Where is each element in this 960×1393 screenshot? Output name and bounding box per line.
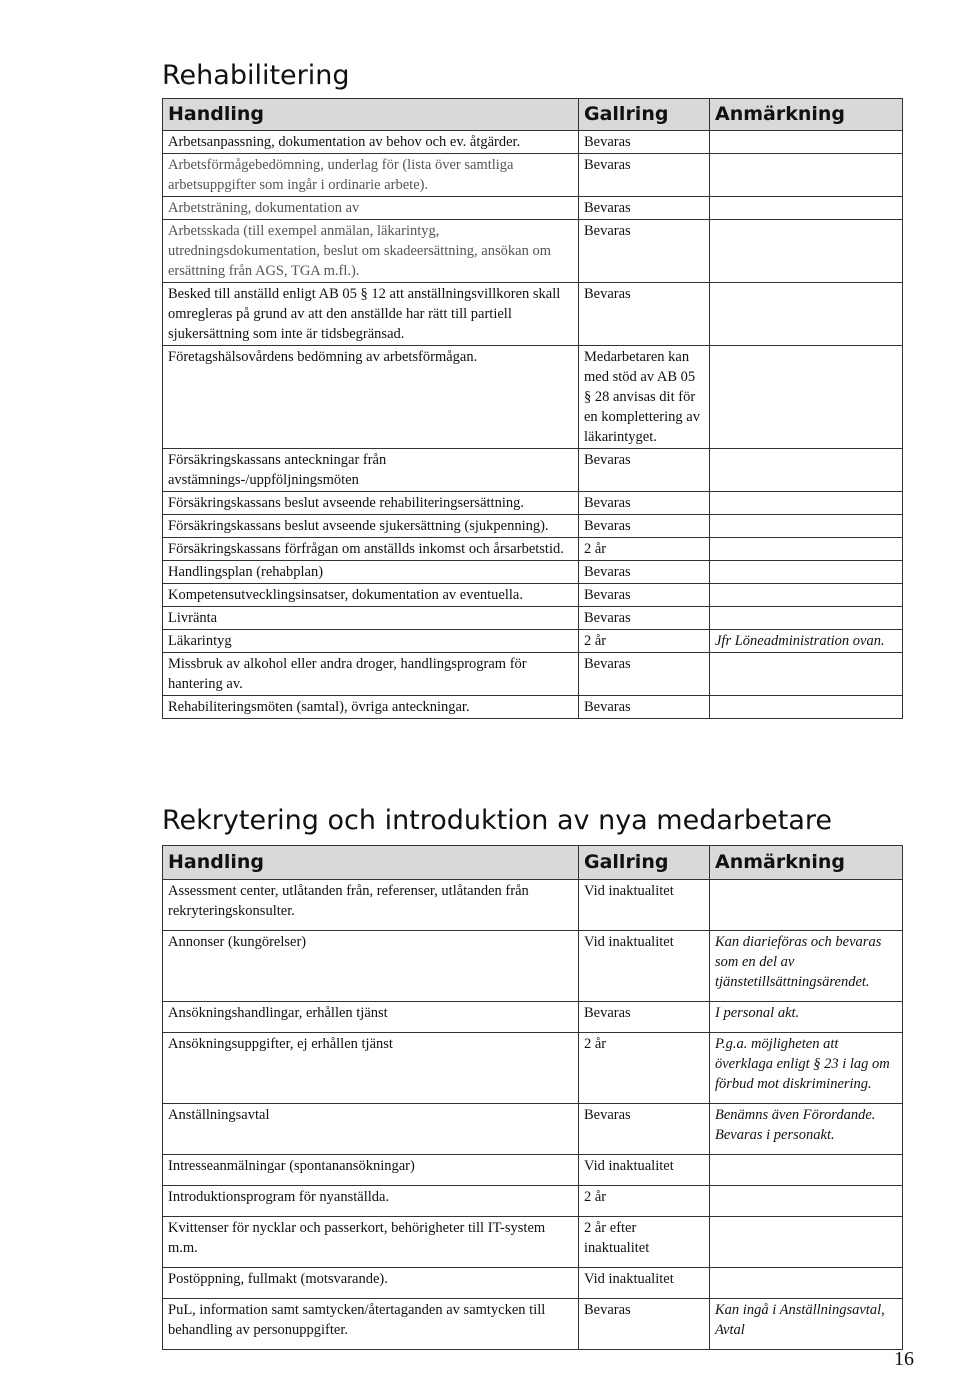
table-row	[163, 449, 903, 492]
header-handling: Handling	[163, 846, 579, 880]
gallring-cell: Bevaras	[579, 197, 710, 220]
handling-cell: Ansökningsuppgifter, ej erhållen tjänst	[163, 1033, 579, 1104]
gallring-cell: Bevaras	[579, 561, 710, 584]
table-row	[163, 561, 903, 584]
header-anmarkning: Anmärkning	[710, 846, 903, 880]
gallring-cell: Bevaras	[579, 696, 710, 719]
anmarkning-cell: Kan ingå i Anställningsavtal, Avtal	[710, 1299, 903, 1350]
anmarkning-cell	[710, 1268, 903, 1299]
header-handling: Handling	[163, 99, 579, 131]
table-row	[163, 346, 903, 449]
table-row	[163, 515, 903, 538]
gallring-cell: Bevaras	[579, 1299, 710, 1350]
handling-cell: Rehabiliteringsmöten (samtal), övriga anteckningar.	[163, 696, 579, 719]
handling-cell: Försäkringskassans beslut avseende sjukersättning (sjukpenning).	[163, 515, 579, 538]
anmarkning-cell	[710, 584, 903, 607]
handling-cell: Handlingsplan (rehabplan)	[163, 561, 579, 584]
anmarkning-cell	[710, 538, 903, 561]
table-row	[163, 696, 903, 719]
anmarkning-cell	[710, 1155, 903, 1186]
table-row	[163, 1155, 903, 1186]
rehabilitering-table	[162, 98, 903, 719]
gallring-cell: Bevaras	[579, 492, 710, 515]
gallring-cell: Bevaras	[579, 220, 710, 283]
handling-cell: Missbruk av alkohol eller andra droger, handlingsprogram för hantering av.	[163, 653, 579, 696]
handling-cell: Anställningsavtal	[163, 1104, 579, 1155]
table-row	[163, 880, 903, 931]
handling-cell: Introduktionsprogram för nyanställda.	[163, 1186, 579, 1217]
page-number: 16	[894, 1348, 914, 1370]
table-row	[163, 154, 903, 197]
handling-cell: Kompetensutvecklingsinsatser, dokumentation av eventuella.	[163, 584, 579, 607]
handling-cell: Kvittenser för nycklar och passerkort, behörigheter till IT-system m.m.	[163, 1217, 579, 1268]
table-row	[163, 1299, 903, 1350]
table-row	[163, 538, 903, 561]
anmarkning-cell	[710, 131, 903, 154]
gallring-cell: Bevaras	[579, 653, 710, 696]
gallring-cell: Bevaras	[579, 131, 710, 154]
handling-cell: Arbetsförmågebedömning, underlag för (lista över samtliga arbetsuppgifter som ingår i ordinarie arbete).	[163, 154, 579, 197]
anmarkning-cell	[710, 154, 903, 197]
table-row	[163, 653, 903, 696]
anmarkning-cell	[710, 515, 903, 538]
table-row	[163, 931, 903, 1002]
table-row	[163, 131, 903, 154]
gallring-cell: Bevaras	[579, 283, 710, 346]
table-row	[163, 1104, 903, 1155]
header-anmarkning: Anmärkning	[710, 99, 903, 131]
anmarkning-cell	[710, 449, 903, 492]
anmarkning-cell	[710, 283, 903, 346]
table-row	[163, 1186, 903, 1217]
gallring-cell: Bevaras	[579, 515, 710, 538]
handling-cell: Försäkringskassans anteckningar från avstämnings-/uppföljningsmöten	[163, 449, 579, 492]
gallring-cell: Bevaras	[579, 584, 710, 607]
header-gallring: Gallring	[579, 846, 710, 880]
anmarkning-cell: Kan diarieföras och bevaras som en del av tjänstetillsättningsärendet.	[710, 931, 903, 1002]
anmarkning-cell: Benämns även Förordande. Bevaras i personakt.	[710, 1104, 903, 1155]
anmarkning-cell	[710, 220, 903, 283]
gallring-cell: 2 år	[579, 538, 710, 561]
gallring-cell: Bevaras	[579, 154, 710, 197]
gallring-cell: Vid inaktualitet	[579, 1268, 710, 1299]
gallring-cell: Bevaras	[579, 1104, 710, 1155]
rekrytering-table	[162, 845, 903, 1350]
table-row	[163, 492, 903, 515]
table-row	[163, 607, 903, 630]
gallring-cell: Bevaras	[579, 607, 710, 630]
anmarkning-cell: Jfr Löneadministration ovan.	[710, 630, 903, 653]
table-row	[163, 283, 903, 346]
anmarkning-cell	[710, 346, 903, 449]
table-row	[163, 630, 903, 653]
handling-cell: Annonser (kungörelser)	[163, 931, 579, 1002]
table-row	[163, 220, 903, 283]
anmarkning-cell	[710, 696, 903, 719]
gallring-cell: Bevaras	[579, 1002, 710, 1033]
table-row	[163, 197, 903, 220]
handling-cell: Försäkringskassans förfrågan om anställds inkomst och årsarbetstid.	[163, 538, 579, 561]
table-header-row	[163, 99, 903, 131]
anmarkning-cell	[710, 561, 903, 584]
anmarkning-cell	[710, 1186, 903, 1217]
handling-cell: PuL, information samt samtycken/återtaganden av samtycken till behandling av personuppgifter.	[163, 1299, 579, 1350]
table-row	[163, 584, 903, 607]
handling-cell: Företagshälsovårdens bedömning av arbetsförmågan.	[163, 346, 579, 449]
handling-cell: Assessment center, utlåtanden från, referenser, utlåtanden från rekryteringskonsulter.	[163, 880, 579, 931]
anmarkning-cell: I personal akt.	[710, 1002, 903, 1033]
handling-cell: Arbetsskada (till exempel anmälan, läkarintyg, utredningsdokumentation, beslut om skadeersättning, ansökan om ersättning från AGS, TGA m.fl.).	[163, 220, 579, 283]
header-gallring: Gallring	[579, 99, 710, 131]
gallring-cell: Vid inaktualitet	[579, 931, 710, 1002]
anmarkning-cell	[710, 1217, 903, 1268]
anmarkning-cell	[710, 492, 903, 515]
table-row	[163, 1002, 903, 1033]
handling-cell: Intresseanmälningar (spontanansökningar)	[163, 1155, 579, 1186]
section-title-rehabilitering: Rehabilitering	[162, 60, 350, 91]
table-row	[163, 1033, 903, 1104]
gallring-cell: Vid inaktualitet	[579, 1155, 710, 1186]
anmarkning-cell	[710, 880, 903, 931]
table-header-row	[163, 846, 903, 880]
table-row	[163, 1268, 903, 1299]
gallring-cell: Medarbetaren kan med stöd av AB 05 § 28 anvisas dit för en komplettering av läkarintyget.	[579, 346, 710, 449]
anmarkning-cell	[710, 197, 903, 220]
handling-cell: Ansökningshandlingar, erhållen tjänst	[163, 1002, 579, 1033]
gallring-cell: Vid inaktualitet	[579, 880, 710, 931]
table-row	[163, 1217, 903, 1268]
anmarkning-cell	[710, 607, 903, 630]
handling-cell: Besked till anställd enligt AB 05 § 12 att anställningsvillkoren skall omregleras på grund av att den anställde har rätt till partiell sjukersättning som inte är tidsbegränsad.	[163, 283, 579, 346]
gallring-cell: 2 år	[579, 1186, 710, 1217]
handling-cell: Livränta	[163, 607, 579, 630]
gallring-cell: 2 år	[579, 1033, 710, 1104]
anmarkning-cell: P.g.a. möjligheten att överklaga enligt § 23 i lag om förbud mot diskriminering.	[710, 1033, 903, 1104]
handling-cell: Läkarintyg	[163, 630, 579, 653]
handling-cell: Arbetsanpassning, dokumentation av behov och ev. åtgärder.	[163, 131, 579, 154]
handling-cell: Arbetsträning, dokumentation av	[163, 197, 579, 220]
anmarkning-cell	[710, 653, 903, 696]
gallring-cell: Bevaras	[579, 449, 710, 492]
gallring-cell: 2 år efter inaktualitet	[579, 1217, 710, 1268]
gallring-cell: 2 år	[579, 630, 710, 653]
handling-cell: Försäkringskassans beslut avseende rehabiliteringsersättning.	[163, 492, 579, 515]
section-title-rekrytering: Rekrytering och introduktion av nya medarbetare	[162, 805, 833, 836]
handling-cell: Postöppning, fullmakt (motsvarande).	[163, 1268, 579, 1299]
